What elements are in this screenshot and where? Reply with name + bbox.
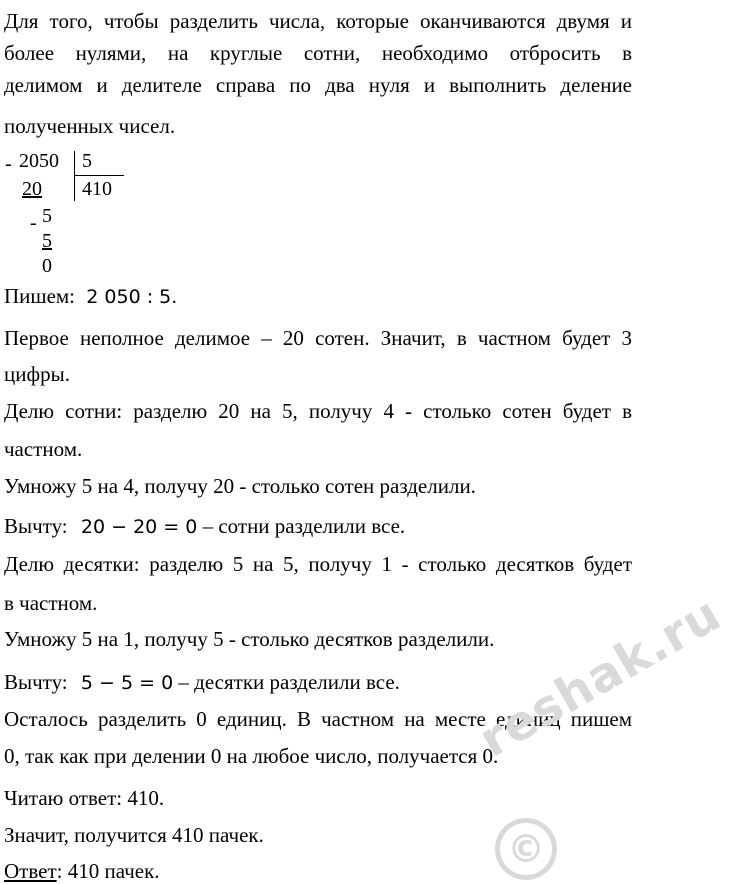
division-subtrahend-2: 5 (42, 230, 52, 252)
division-minus-1: - (5, 153, 12, 175)
p2-line-2: частном. (4, 437, 83, 461)
intro-line-3: делимом и делителе справа по два нуля и выполнить деление (4, 73, 632, 97)
p4-label: Вычту: (4, 514, 68, 538)
p4-line (4, 513, 405, 540)
p6-line: Умножу 5 на 1, получу 5 - столько десятков разделили. (4, 627, 495, 651)
intro-line-2: более нулями, на круглые сотни, необходимо отбросить в (4, 41, 632, 65)
p8-line-1: Осталось разделить 0 единиц. В частном на месте единиц пишем (4, 707, 632, 731)
p1-line-2: цифры. (4, 362, 70, 386)
division-horizontal-line (74, 175, 124, 176)
p3-line: Умножу 5 на 4, получу 20 - столько сотен разделили. (4, 474, 476, 498)
p4-expression: 20 − 20 = 0 (80, 516, 198, 538)
division-divisor: 5 (82, 150, 92, 172)
division-vertical-line (74, 151, 75, 201)
answer-label: Ответ (4, 859, 57, 883)
write-line (4, 283, 177, 310)
p7-label: Вычту: (4, 670, 68, 694)
division-dividend: 2050 (19, 150, 59, 172)
p8-line-2: 0, так как при делении 0 на любое число, получается 0. (4, 744, 499, 768)
division-quotient: 410 (82, 178, 112, 200)
p9-line: Читаю ответ: 410. (4, 786, 165, 810)
write-expression: 2 050 : 5. (86, 286, 178, 308)
answer-line (4, 858, 160, 884)
p1-line-1: Первое неполное делимое – 20 сотен. Значит, в частном будет 3 (4, 326, 632, 350)
watermark-text: reshak.ru (470, 585, 730, 769)
division-remainder-2: 0 (42, 255, 52, 277)
division-remainder-1: 5 (42, 205, 52, 227)
division-subtrahend-1: 20 (22, 178, 42, 200)
p7-expression: 5 − 5 = 0 (80, 672, 174, 694)
p2-line-1: Делю сотни: разделю 20 на 5, получу 4 - столько сотен будет в (4, 399, 632, 423)
p4-text: – сотни разделили все. (202, 514, 406, 538)
p7-line (4, 669, 400, 696)
write-label: Пишем: (4, 284, 76, 308)
intro-line-4: полученных чисел. (4, 114, 176, 138)
p7-text: – десятки разделили все. (178, 670, 400, 694)
division-minus-2: - (30, 212, 37, 234)
answer-text: : 410 пачек. (56, 859, 160, 883)
p10-line: Значит, получится 410 пачек. (4, 823, 264, 847)
p5-line-2: в частном. (4, 591, 98, 615)
p5-line-1: Делю десятки: разделю 5 на 5, получу 1 - столько десятков будет (4, 552, 632, 576)
copyright-icon: © (495, 818, 557, 880)
intro-line-1: Для того, чтобы разделить числа, которые оканчиваются двумя и (4, 9, 632, 33)
